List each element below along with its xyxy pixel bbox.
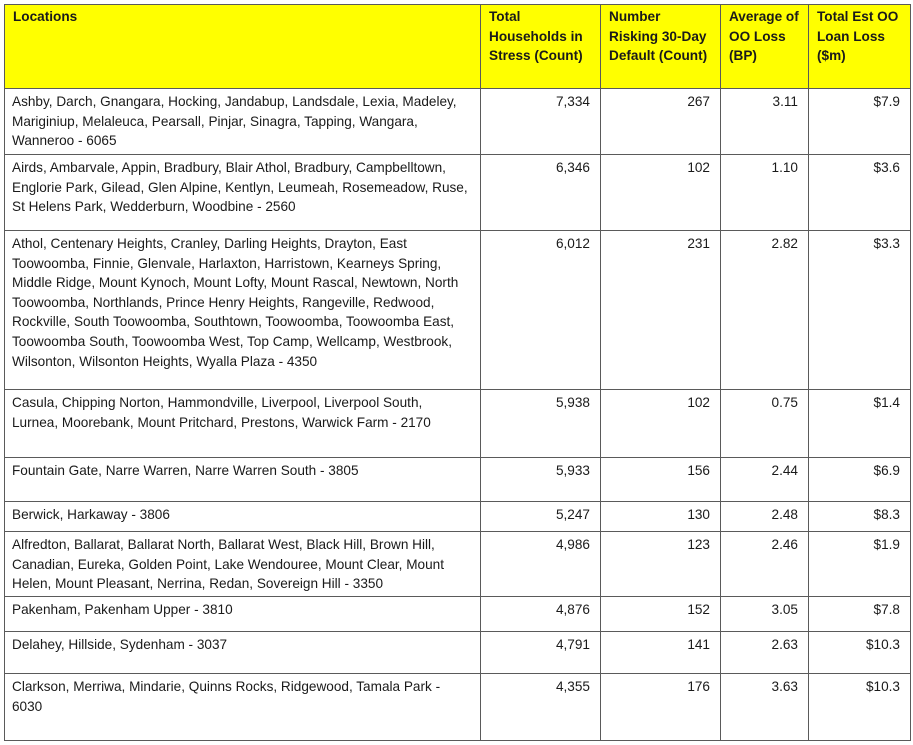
cell-households: 4,876 xyxy=(481,597,601,632)
cell-locations: Athol, Centenary Heights, Cranley, Darling Heights, Drayton, East Toowoomba, Finnie, Glenvale, Harlaxton, Harristown, Kearneys Spring, Middle Ridge, Mount Kynoch, Mount Lofty, Mount Rascal, Newtown, North Toowoomba, Northlands, Prince Henry Heights, Rangeville, Redwood, Rockville, South Toowoomba, Southtown, Toowoomba, Toowoomba East, Toowoomba South, Toowoomba West, Top Camp, Wellcamp, Westbrook, Wilsonton, Wilsonton Heights, Wyalla Plaza - 4350 xyxy=(5,231,481,390)
table-row xyxy=(5,532,911,597)
cell-avg-bp: 1.10 xyxy=(721,155,809,231)
table-header xyxy=(5,5,911,89)
cell-loss: $7.8 xyxy=(809,597,911,632)
cell-locations: Casula, Chipping Norton, Hammondville, Liverpool, Liverpool South, Lurnea, Moorebank, Mount Pritchard, Prestons, Warwick Farm - 2170 xyxy=(5,390,481,458)
cell-avg-bp: 2.46 xyxy=(721,532,809,597)
cell-risking: 176 xyxy=(601,674,721,741)
cell-risking: 102 xyxy=(601,390,721,458)
table-row xyxy=(5,155,911,231)
cell-loss: $6.9 xyxy=(809,458,911,502)
column-header-households-in-stress: Total Households in Stress (Count) xyxy=(481,5,601,89)
table-row xyxy=(5,89,911,155)
cell-loss: $1.9 xyxy=(809,532,911,597)
mortgage-stress-table xyxy=(4,4,911,741)
table-row xyxy=(5,597,911,632)
cell-avg-bp: 0.75 xyxy=(721,390,809,458)
cell-risking: 141 xyxy=(601,632,721,674)
cell-risking: 156 xyxy=(601,458,721,502)
cell-loss: $3.6 xyxy=(809,155,911,231)
cell-locations: Berwick, Harkaway - 3806 xyxy=(5,502,481,532)
cell-locations: Ashby, Darch, Gnangara, Hocking, Jandabup, Landsdale, Lexia, Madeley, Mariginiup, Melaleuca, Pearsall, Pinjar, Sinagra, Tapping, Wangara, Wanneroo - 6065 xyxy=(5,89,481,155)
cell-avg-bp: 2.44 xyxy=(721,458,809,502)
cell-locations: Airds, Ambarvale, Appin, Bradbury, Blair Athol, Bradbury, Campbelltown, Englorie Park, Gilead, Glen Alpine, Kentlyn, Leumeah, Rosemeadow, Ruse, St Helens Park, Wedderburn, Woodbine - 2560 xyxy=(5,155,481,231)
cell-households: 6,346 xyxy=(481,155,601,231)
cell-avg-bp: 2.48 xyxy=(721,502,809,532)
cell-loss: $10.3 xyxy=(809,632,911,674)
table-row xyxy=(5,632,911,674)
cell-risking: 130 xyxy=(601,502,721,532)
cell-avg-bp: 2.82 xyxy=(721,231,809,390)
cell-avg-bp: 3.11 xyxy=(721,89,809,155)
cell-households: 5,938 xyxy=(481,390,601,458)
cell-households: 4,791 xyxy=(481,632,601,674)
cell-locations: Fountain Gate, Narre Warren, Narre Warren South - 3805 xyxy=(5,458,481,502)
table-row xyxy=(5,502,911,532)
cell-loss: $7.9 xyxy=(809,89,911,155)
table-body xyxy=(5,89,911,741)
cell-loss: $3.3 xyxy=(809,231,911,390)
cell-loss: $8.3 xyxy=(809,502,911,532)
cell-households: 5,247 xyxy=(481,502,601,532)
cell-avg-bp: 2.63 xyxy=(721,632,809,674)
cell-locations: Alfredton, Ballarat, Ballarat North, Ballarat West, Black Hill, Brown Hill, Canadian, Eureka, Golden Point, Lake Wendouree, Mount Clear, Mount Helen, Mount Pleasant, Nerrina, Redan, Sovereign Hill - 3350 xyxy=(5,532,481,597)
cell-loss: $1.4 xyxy=(809,390,911,458)
cell-households: 4,986 xyxy=(481,532,601,597)
cell-risking: 231 xyxy=(601,231,721,390)
column-header-total-loan-loss: Total Est OO Loan Loss ($m) xyxy=(809,5,911,89)
cell-households: 6,012 xyxy=(481,231,601,390)
cell-risking: 152 xyxy=(601,597,721,632)
cell-locations: Pakenham, Pakenham Upper - 3810 xyxy=(5,597,481,632)
cell-locations: Delahey, Hillside, Sydenham - 3037 xyxy=(5,632,481,674)
table-row xyxy=(5,390,911,458)
cell-households: 5,933 xyxy=(481,458,601,502)
table-row xyxy=(5,458,911,502)
cell-avg-bp: 3.63 xyxy=(721,674,809,741)
table-row xyxy=(5,674,911,741)
cell-households: 4,355 xyxy=(481,674,601,741)
column-header-risking-default: Number Risking 30-Day Default (Count) xyxy=(601,5,721,89)
cell-risking: 123 xyxy=(601,532,721,597)
cell-loss: $10.3 xyxy=(809,674,911,741)
cell-risking: 102 xyxy=(601,155,721,231)
cell-locations: Clarkson, Merriwa, Mindarie, Quinns Rocks, Ridgewood, Tamala Park - 6030 xyxy=(5,674,481,741)
header-row xyxy=(5,5,911,89)
column-header-locations: Locations xyxy=(5,5,481,89)
cell-risking: 267 xyxy=(601,89,721,155)
cell-avg-bp: 3.05 xyxy=(721,597,809,632)
cell-households: 7,334 xyxy=(481,89,601,155)
table-row xyxy=(5,231,911,390)
column-header-average-oo-loss: Average of OO Loss (BP) xyxy=(721,5,809,89)
